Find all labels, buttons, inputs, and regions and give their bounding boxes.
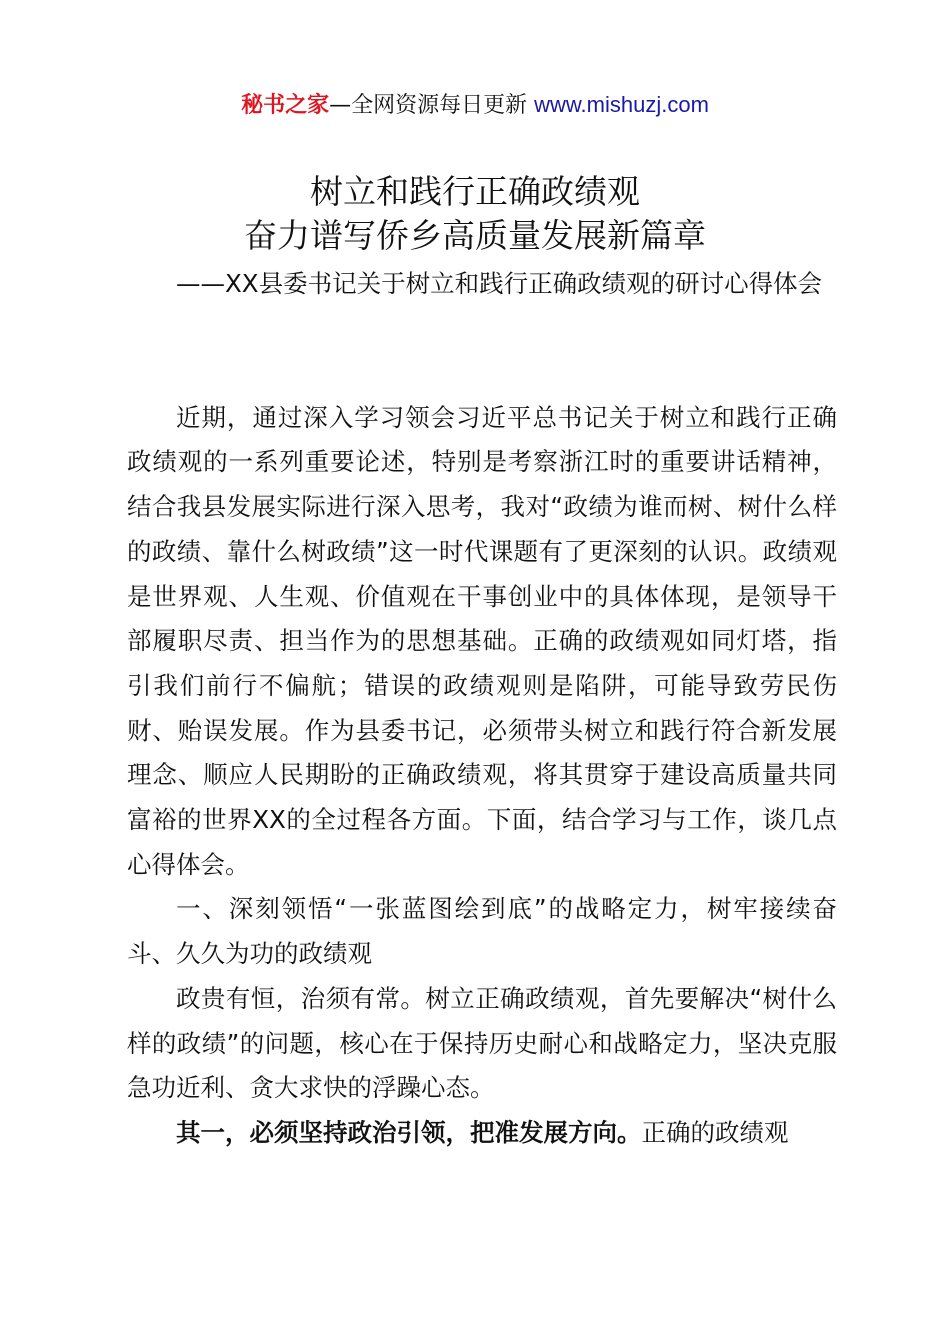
site-url[interactable]: www.mishuzj.com [534,92,709,117]
point-1-lead: 其一，必须坚持政治引领，把准发展方向。 [176,1117,642,1147]
site-header [0,88,950,123]
section-1-heading: 一、深刻领悟“一张蓝图绘到底”的战略定力，树牢接续奋斗、久久为功的政绩观 [127,894,837,969]
site-brand: 秘书之家 [241,93,330,118]
document-title-line-2: 奋力谱写侨乡高质量发展新篇章 [244,216,706,255]
paragraph-gap [127,307,837,396]
document-title-line-1: 树立和践行正确政绩观 [310,172,640,211]
intro-paragraph: 近期，通过深入学习领会习近平总书记关于树立和践行正确政绩观的一系列重要论述，特别是考察浙江时的重要讲话精神，结合我县发展实际进行深入思考，我对“政绩为谁而树、树什么样的政绩、靠什么树政绩”这一时代课题有了更深刻的认识。政绩观是世界观、人生观、价值观在干事创业中的具体体现，是领导干部履职尽责、担当作为的思想基础。正确的政绩观如同灯塔，指引我们前行不偏航；错误的政绩观则是陷阱，可能导致劳民伤财、贻误发展。作为县委书记，必须带头树立和践行符合新发展理念、顺应人民期盼的正确政绩观，将其贯穿于建设高质量共同富裕的世界XX的全过程各方面。下面，结合学习与工作，谈几点心得体会。 [127,402,837,879]
point-1-paragraph [127,1111,837,1156]
site-tagline: —全网资源每日更新 [329,93,535,118]
document-subtitle: ——XX县委书记关于树立和践行正确政绩观的研讨心得体会 [176,269,823,298]
document-body [127,262,837,1156]
point-1-text: 正确的政绩观 [641,1117,789,1147]
section-1-paragraph: 政贵有恒，治须有常。树立正确政绩观，首先要解决“树什么样的政绩”的问题，核心在于保持历史耐心和战略定力，坚决克服急功近利、贪大求快的浮躁心态。 [127,983,837,1103]
